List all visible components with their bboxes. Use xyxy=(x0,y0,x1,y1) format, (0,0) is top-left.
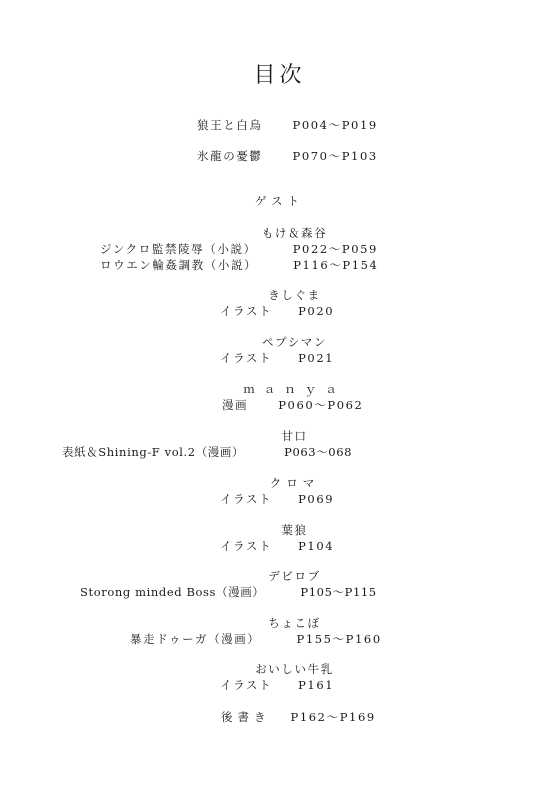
toc-entry xyxy=(80,585,377,599)
entry-name: Storong minded Boss（漫画） xyxy=(80,585,265,599)
entry-pages: P060〜P062 xyxy=(278,398,364,412)
entry-name: ジンクロ監禁陵辱（小説） xyxy=(100,242,257,256)
guest-author: ペプシマン xyxy=(261,335,328,349)
guest-author: 甘口 xyxy=(281,429,308,443)
entry-pages: P069 xyxy=(298,492,335,506)
entry-name: ロウエン輪姦調教（小説） xyxy=(100,258,258,272)
guest-author: ちょこぼ xyxy=(268,616,321,630)
entry-pages: P162〜P169 xyxy=(290,710,376,724)
entry-name: イラスト xyxy=(220,492,273,506)
toc-entry-afterword xyxy=(221,710,376,724)
entry-name: イラスト xyxy=(220,304,273,318)
toc-entry xyxy=(100,242,378,256)
entry-name: 氷龍の憂鬱 xyxy=(197,149,263,163)
guest-author: クロマ xyxy=(269,476,320,490)
guest-author: きしぐま xyxy=(268,288,321,302)
entry-name: 漫画 xyxy=(222,398,249,412)
toc-entry xyxy=(220,351,334,365)
entry-name: 狼王と白烏 xyxy=(197,118,263,132)
entry-pages: P116〜P154 xyxy=(293,258,379,272)
guest-author: デビロブ xyxy=(268,569,321,583)
entry-name: イラスト xyxy=(220,351,273,365)
entry-name: イラスト xyxy=(220,539,273,553)
guest-author: おいしい牛乳 xyxy=(255,662,334,676)
entry-name: 表紙＆Shining-F vol.2（漫画） xyxy=(62,445,245,459)
entry-pages: P004〜P019 xyxy=(292,118,378,132)
entry-pages: P021 xyxy=(298,351,335,365)
toc-entry xyxy=(130,632,382,646)
page-title: 目次 xyxy=(253,63,306,88)
entry-pages: P063〜068 xyxy=(284,445,353,459)
toc-entry xyxy=(197,118,378,132)
entry-pages: P020 xyxy=(298,304,335,318)
entry-pages: P022〜P059 xyxy=(292,242,378,256)
entry-pages: P104 xyxy=(298,539,335,553)
guest-author: 葉狼 xyxy=(281,523,308,537)
toc-entry xyxy=(222,398,363,412)
toc-entry xyxy=(220,492,334,506)
toc-entry xyxy=(62,445,352,459)
entry-name: 後書き xyxy=(221,710,271,724)
entry-name: 暴走ドゥーガ（漫画） xyxy=(130,632,261,646)
toc-entry xyxy=(100,258,378,272)
entry-name: イラスト xyxy=(220,678,273,692)
toc-entry xyxy=(220,678,334,692)
toc-entry xyxy=(220,304,334,318)
entry-pages: P161 xyxy=(298,678,335,692)
toc-entry xyxy=(197,149,378,163)
entry-pages: P070〜P103 xyxy=(292,149,378,163)
entry-pages: P155〜P160 xyxy=(296,632,382,646)
guest-author: ｍａｎｙａ xyxy=(243,382,346,396)
entry-pages: P105〜P115 xyxy=(300,585,377,599)
toc-entry xyxy=(220,539,334,553)
guest-heading: ゲスト xyxy=(254,194,305,208)
guest-author: もけ＆森谷 xyxy=(261,226,328,240)
